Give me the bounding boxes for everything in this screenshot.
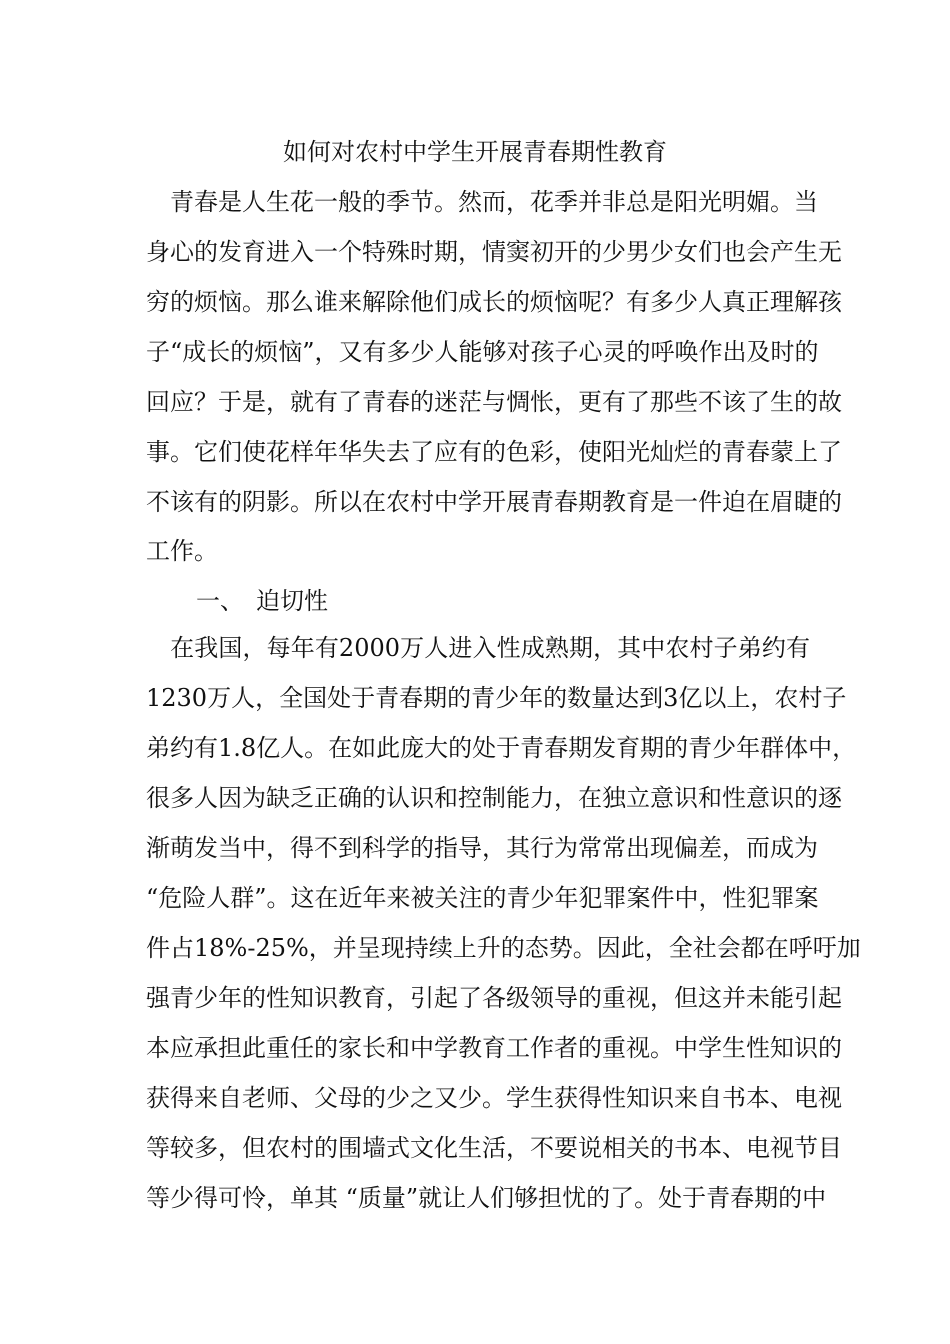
paragraph-line: 弟约有1.8亿人。在如此庞大的处于青春期发育期的青少年群体中， [146,734,857,762]
paragraph-line: 等较多，但农村的围墙式文化生活，不要说相关的书本、电视节目 [146,1134,842,1162]
paragraph-line: 很多人因为缺乏正确的认识和控制能力，在独立意识和性意识的逐 [146,784,842,812]
paragraph-line: 强青少年的性知识教育，引起了各级领导的重视，但这并未能引起 [146,984,842,1012]
document-title: 如何对农村中学生开展青春期性教育 [283,138,667,166]
paragraph-line: 事。它们使花样年华失去了应有的色彩，使阳光灿烂的青春蒙上了 [146,438,842,466]
paragraph-line: 不该有的阴影。所以在农村中学开展青春期教育是一件迫在眉睫的 [146,488,842,516]
paragraph-line: 子“成长的烦恼”，又有多少人能够对孩子心灵的呼唤作出及时的 [146,338,819,366]
paragraph-line: 回应？于是，就有了青春的迷茫与惆怅，更有了那些不该了生的故 [146,388,842,416]
section-number: 一、 [196,587,244,615]
paragraph-line: 获得来自老师、父母的少之又少。学生获得性知识来自书本、电视 [146,1084,842,1112]
paragraph-line: 1230万人，全国处于青春期的青少年的数量达到3亿以上，农村子 [146,684,847,712]
paragraph-line: 青春是人生花一般的季节。然而，花季并非总是阳光明媚。当 [146,188,818,216]
paragraph-line: 本应承担此重任的家长和中学教育工作者的重视。中学生性知识的 [146,1034,842,1062]
paragraph-line: 工作。 [146,537,218,565]
section-heading [196,585,328,617]
paragraph-line: 穷的烦恼。那么谁来解除他们成长的烦恼呢？有多少人真正理解孩 [146,288,842,316]
paragraph-line: 件占18%-25%，并呈现持续上升的态势。因此，全社会都在呼吁加 [146,934,861,962]
section-title: 迫切性 [256,587,328,615]
paragraph-line: 在我国，每年有2000万人进入性成熟期，其中农村子弟约有 [146,634,810,662]
paragraph-line: “危险人群”。这在近年来被关注的青少年犯罪案件中，性犯罪案 [146,884,819,912]
paragraph-line: 渐萌发当中，得不到科学的指导，其行为常常出现偏差，而成为 [146,834,818,862]
paragraph-line: 身心的发育进入一个特殊时期，情窦初开的少男少女们也会产生无 [146,238,842,266]
paragraph-line: 等少得可怜，单其 “质量”就让人们够担忧的了。处于青春期的中 [146,1184,827,1212]
